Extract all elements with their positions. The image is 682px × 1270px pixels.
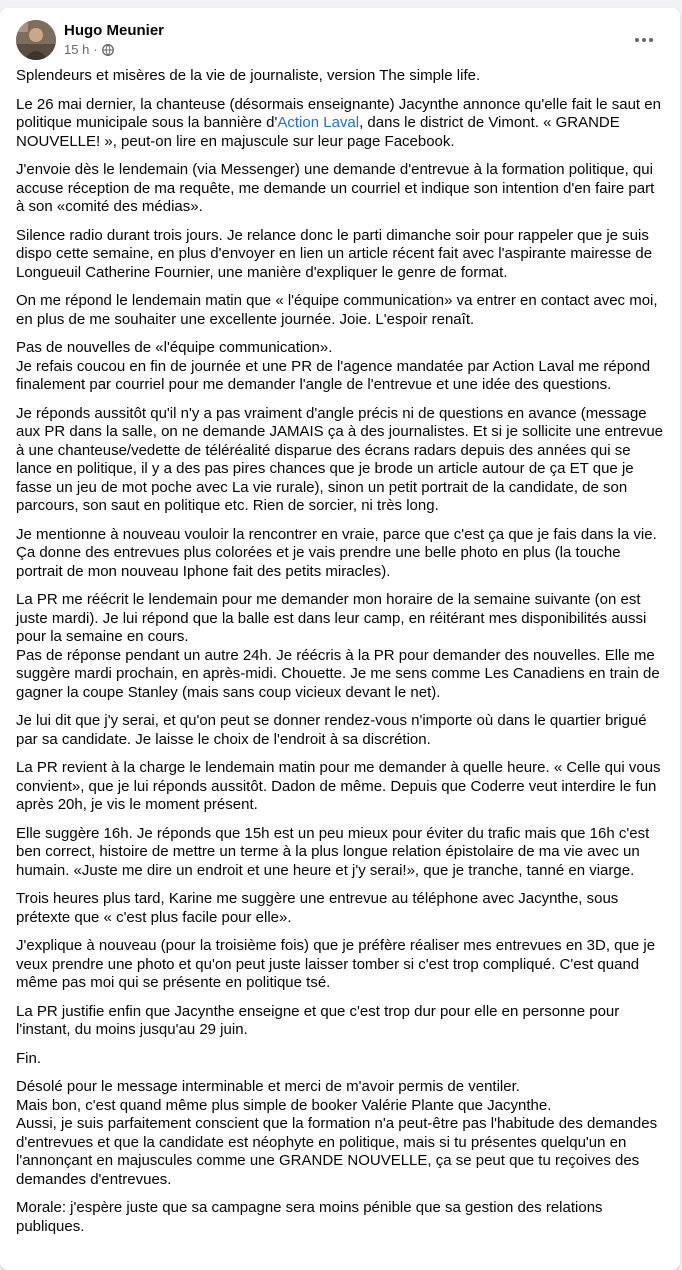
post-paragraph: Désolé pour le message interminable et merci de m'avoir permis de ventiler. Mais bon, c'est quand même plus simple de booker Valérie Plante que Jacynthe. Aussi, je suis parfaitement conscient que la formation n'a peut-être pas l'habitude des demandes d'entrevues et que la candidate est néophyte en politique, mais si tu présentes quelqu'un en l'annonçant en majuscules comme une GRANDE NOUVELLE, ça se peut que tu reçoives des demandes d'entrevues. [16,1078,658,1188]
post-paragraph: Le 26 mai dernier, la chanteuse (désormais enseignante) Jacynthe annonce qu'elle fait le saut en politique municipale sous la bannière d'Action Laval, dans le district de Vimont. « GRANDE NOUVELLE! », peut-on lire en majuscule sur leur page Facebook. [16,95,661,150]
post-header [16,20,666,60]
post-paragraph: Pas de nouvelles de «l'équipe communication». Je refais coucou en fin de journée et une PR de l'agence mandatée par Action Laval me répond finalement par courriel pour me demander l'angle de l'entrevue et une idée des questions. [16,339,651,393]
more-dot [649,38,653,42]
post-paragraph: Trois heures plus tard, Karine me suggère une entrevue au téléphone avec Jacynthe, sous prétexte que « c'est plus facile pour elle». [16,890,619,926]
post-paragraph: On me répond le lendemain matin que « l'équipe communication» va entrer en contact avec moi, en plus de me souhaiter une excellente journée. Joie. L'espoir renaît. [16,292,658,328]
post-paragraph: La PR revient à la charge le lendemain matin pour me demander à quelle heure. « Celle qui vous convient», que je lui réponds aussitôt. Dadon de même. Depuis que Coderre veut interdire le fun après 20h, je vis le moment présent. [16,759,661,813]
timestamp[interactable]: 15 h [64,42,90,57]
post-card [0,8,680,1270]
more-dot [642,38,646,42]
post-paragraph: Fin. [16,1049,42,1067]
action-laval-link[interactable]: Action Laval [277,114,360,131]
post-paragraph: La PR me réécrit le lendemain pour me demander mon horaire de la semaine suivante (on est juste mardi). Je lui répond que la balle est dans leur camp, en réitérant mes disponibilités aussi pour la semaine en cours. Pas de réponse pendant un autre 24h. Je réécris à la PR pour demander des nouvelles. Elle me suggère mardi prochain, en après-midi. Chouette. Je me sens comme Les Canadiens en train de gagner la coupe Stanley (mais sans coup vicieux devant le net). [16,591,660,701]
post-meta [64,42,114,57]
post-paragraph: Je mentionne à nouveau vouloir la rencontrer en vraie, parce que c'est ça que je fais dans la vie. Ça donne des entrevues plus colorées et je vais prendre une belle photo en plus (la touche portrait de mon nouveau Iphone fait des petits miracles). [16,525,657,580]
post-paragraph: Morale: j'espère juste que sa campagne sera moins pénible que sa gestion des relations publiques. [16,1199,603,1235]
globe-icon [102,44,114,56]
avatar[interactable] [16,20,56,60]
post-paragraph: Je lui dit que j'y serai, et qu'on peut se donner rendez-vous n'importe où dans le quartier brigué par sa candidate. Je laisse le choix de l'endroit à sa discrétion. [16,712,647,748]
post-paragraph: Elle suggère 16h. Je réponds que 15h est un peu mieux pour éviter du trafic mais que 16h c'est ben correct, histoire de mettre un terme à la plus longue relation épistolaire de ma vie avec un humain. «Juste me dire un endroit et une heure et j'y serai!», que je tranche, tanné en viarge. [16,824,650,879]
post-paragraph: J'envoie dès le lendemain (via Messenger) une demande d'entrevue à la formation politique, qui accuse réception de ma requête, me demande un courriel et indique son intention d'en faire part à son «comité des médias». [16,161,655,215]
post-body [16,67,666,1246]
post-paragraph: J'explique à nouveau (pour la troisième fois) que je préfère réaliser mes entrevues en 3D, que je veux prendre une photo et qu'on peut juste laisser tomber si c'est trop compliqué. C'est quand même pas moi qui se présente en politique tsé. [16,937,656,991]
post-paragraph: Splendeurs et misères de la vie de journaliste, version The simple life. [16,67,481,84]
author-name[interactable]: Hugo Meunier [64,22,164,39]
post-paragraph: Je réponds aussitôt qu'il n'y a pas vraiment d'angle précis ni de questions en avance (message aux PR dans la salle, on ne demande JAMAIS ça à des journalistes. Et si je sollicite une entrevue à une chanteuse/vedette de téléréalité disparue des écrans radars depuis des années qui se lance en politique, il y a des pas pires chances que je brode un article autour de ça ET que je fasse un jeu de mot poche avec La vie rurale), sinon un petit portrait de la candidate, de son parcours, son saut en politique etc. Rien de sorcier, ni très long. [16,404,664,514]
post-paragraph: Silence radio durant trois jours. Je relance donc le parti dimanche soir pour rappeler que je suis dispo cette semaine, en plus d'envoyer en lien un article récent fait avec l'aspirante mairesse de Longueuil Catherine Fournier, une manière d'expliquer le genre de format. [16,226,653,281]
more-options-icon[interactable] [630,26,658,54]
meta-separator: · [93,42,98,57]
post-paragraph: La PR justifie enfin que Jacynthe enseigne et que c'est trop dur pour elle en personne pour l'instant, du moins jusqu'au 29 juin. [16,1002,620,1038]
more-dot [635,38,639,42]
